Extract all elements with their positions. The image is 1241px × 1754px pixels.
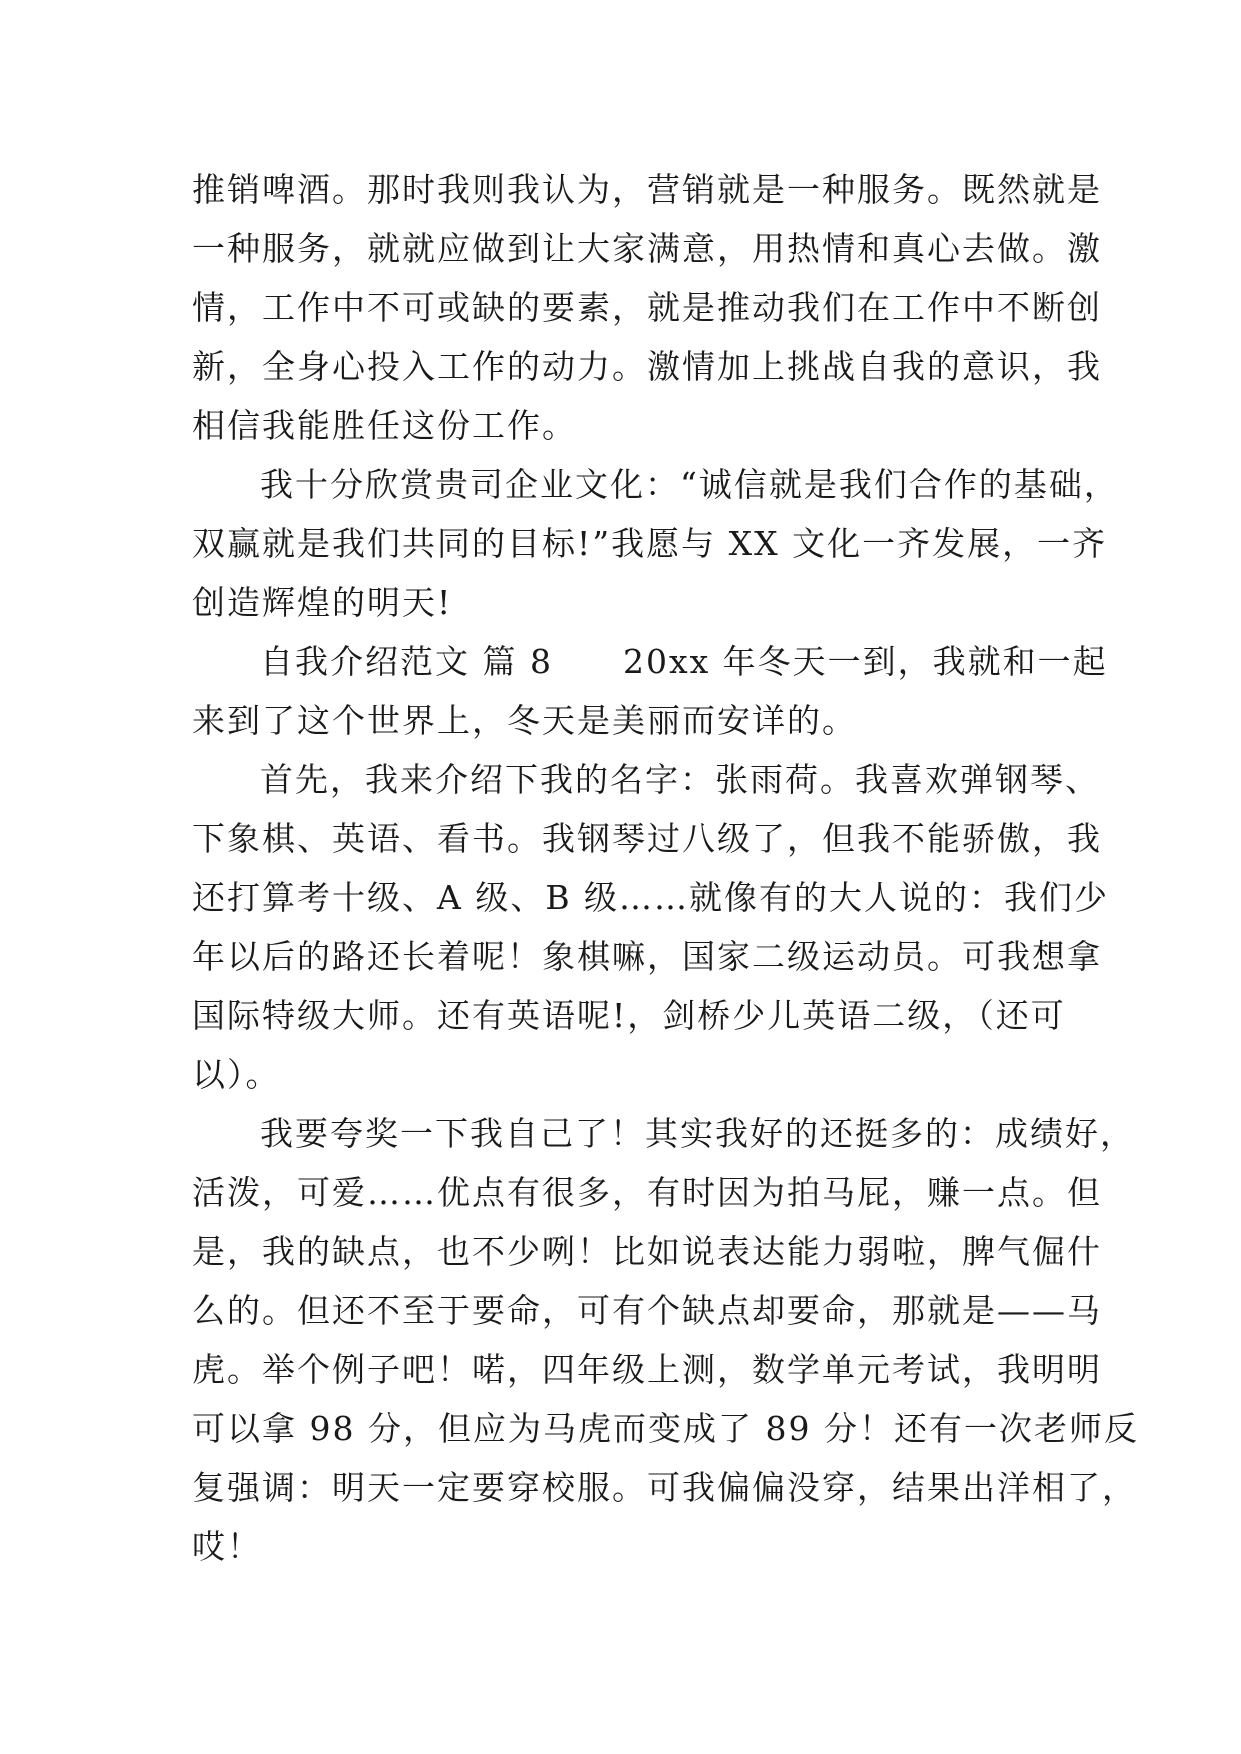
document-body [192, 160, 1139, 1576]
section-heading: 自我介绍范文 篇 8 [260, 642, 553, 681]
text-line: 国际特级大师。还有英语呢!，剑桥少儿英语二级，（还可 [192, 996, 1066, 1035]
text-line: 下象棋、英语、看书。我钢琴过八级了，但我不能骄傲，我 [192, 819, 1102, 858]
text-line: 还打算考十级、A 级、B 级……就像有的大人说的：我们少 [192, 878, 1110, 917]
text-line: 我十分欣赏贵司企业文化：“诚信就是我们合作的基础， [260, 465, 1119, 504]
text-line: 来到了这个世界上，冬天是美丽而安详的。 [192, 701, 857, 740]
text-line: 一种服务，就就应做到让大家满意，用热情和真心去做。激 [192, 229, 1102, 268]
text-line: 年以后的路还长着呢！象棋嘛，国家二级运动员。可我想拿 [192, 937, 1102, 976]
paragraph [192, 1104, 1139, 1576]
text-line: 虎。举个例子吧！喏，四年级上测，数学单元考试，我明明 [192, 1350, 1102, 1389]
text-line: 双赢就是我们共同的目标!”我愿与 XX 文化一齐发展，一齐 [192, 524, 1108, 563]
text-line: 创造辉煌的明天! [192, 583, 453, 622]
text-line: 哎！ [192, 1527, 262, 1566]
section-first-line: 20xx 年冬天一到，我就和一起 [622, 642, 1108, 681]
text-line: 推销啤酒。那时我则我认为，营销就是一种服务。既然就是 [192, 170, 1102, 209]
text-line: 以）。 [192, 1055, 281, 1094]
text-line: 首先，我来介绍下我的名字：张雨荷。我喜欢弹钢琴、 [260, 760, 1100, 799]
text-line: 新，全身心投入工作的动力。激情加上挑战自我的意识，我 [192, 347, 1102, 386]
text-line: 相信我能胜任这份工作。 [192, 406, 577, 445]
paragraph [192, 632, 1108, 750]
text-line [192, 632, 1108, 691]
text-line: 么的。但还不至于要命，可有个缺点却要命，那就是——马 [192, 1291, 1102, 1330]
text-line: 复强调：明天一定要穿校服。可我偏偏没穿，结果出洋相了， [192, 1468, 1137, 1507]
text-line: 是，我的缺点，也不少咧！比如说表达能力弱啦，脾气倔什 [192, 1232, 1102, 1271]
text-line: 情，工作中不可或缺的要素，就是推动我们在工作中不断创 [192, 288, 1102, 327]
paragraph [192, 160, 1102, 455]
paragraph [192, 455, 1119, 632]
paragraph [192, 750, 1110, 1104]
text-line: 可以拿 98 分，但应为马虎而变成了 89 分！还有一次老师反 [192, 1409, 1139, 1448]
text-line: 活泼，可爱……优点有很多，有时因为拍马屁，赚一点。但 [192, 1173, 1102, 1212]
text-line: 我要夸奖一下我自己了！其实我好的还挺多的：成绩好， [260, 1114, 1135, 1153]
